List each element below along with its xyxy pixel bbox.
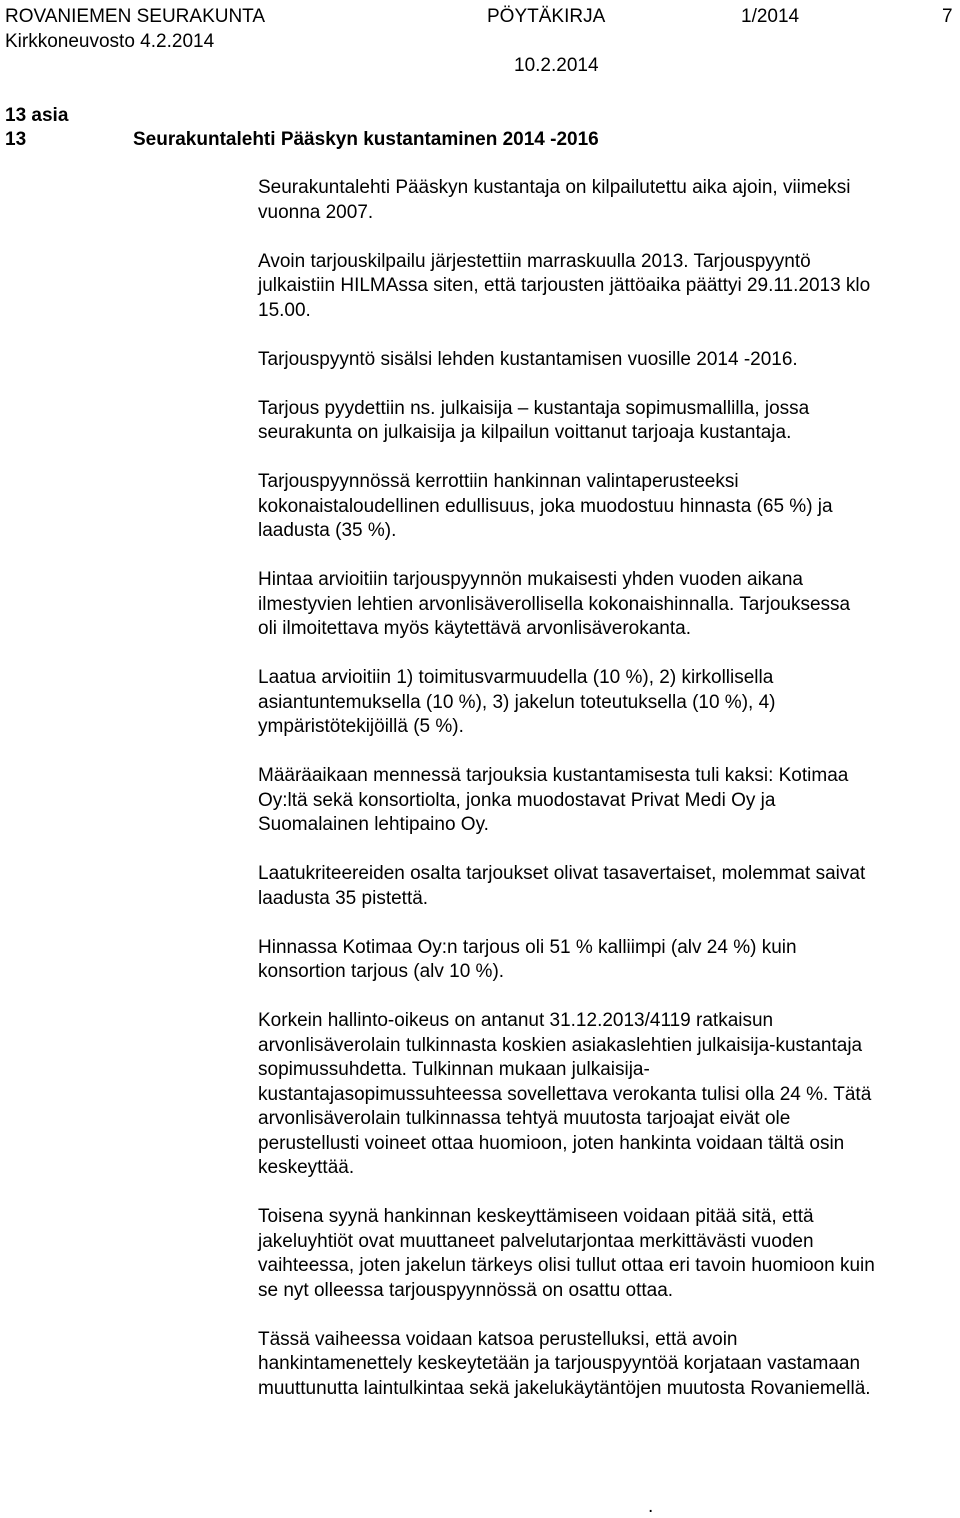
paragraph-distribution-change: Toisena syynä hankinnan keskeyttämiseen voidaan pitää sitä, että jakeluyhtiöt ovat muuttaneet palvelutarjontaa merkittävästi vuoden vaihteessa, joten jakelun tärkeys olisi tullut ottaa eri tavoin huomioon kuin se nyt olleessa tarjouspyynnössä on osattu ottaa. bbox=[258, 1206, 875, 1301]
item-number: 13 bbox=[5, 129, 27, 150]
document-type: PÖYTÄKIRJA bbox=[487, 6, 606, 27]
paragraph-conclusion: Tässä vaiheessa voidaan katsoa perustelluksi, että avoin hankintamenettely keskeytetään ja tarjouspyyntöä korjataan vastamaan muuttunutta laintulkintaa sekä jakelukäytäntöjen muutosta Rovaniemellä. bbox=[258, 1328, 871, 1399]
paragraph-quality-evaluation: Laatua arvioitiin 1) toimitusvarmuudella (10 %), 2) kirkollisella asiantuntemuksella (10 %), 3) jakelun toteutuksella (10 %), 4) ympäristötekijöillä (5 %). bbox=[258, 667, 776, 737]
organization-name: ROVANIEMEN SEURAKUNTA bbox=[5, 6, 266, 27]
paragraph-selection-criteria: Tarjouspyynnössä kerrottiin hankinnan valintaperusteeksi kokonaistaloudellinen edullisuus, joka muodostuu hinnasta (65 %) ja laadusta (35 %). bbox=[258, 471, 833, 541]
paragraph-court-ruling: Korkein hallinto-oikeus on antanut 31.12.2013/4119 ratkaisun arvonlisäverolain tulkinnasta koskien asiakaslehtien julkaisija-kustantaja sopimussuhdetta. Tulkinnan mukaan julkaisija- kustantajasopimussuhteessa sovellettava verokanta tulisi olla 24 %. Tätä arvonlisäverolain tulkinnassa tehtyä muutosta tarjoajat eivät ole perustellusti voineet ottaa huomioon, joten hankinta voidaan tältä osin keskeyttää. bbox=[258, 1010, 872, 1178]
paragraph-received-offers: Määräaikaan mennessä tarjouksia kustantamisesta tuli kaksi: Kotimaa Oy:ltä sekä konsortiolta, jonka muodostavat Privat Medi Oy ja Suomalainen lehtipaino Oy. bbox=[258, 765, 849, 835]
item-label: 13 asia bbox=[5, 105, 69, 126]
paragraph-contract-model: Tarjous pyydettiin ns. julkaisija – kustantaja sopimusmallilla, jossa seurakunta on julkaisija ja kilpailun voittanut tarjoaja kustantaja. bbox=[258, 397, 810, 443]
paragraph-background: Seurakuntalehti Pääskyn kustantaja on kilpailutettu aika ajoin, viimeksi vuonna 2007. bbox=[258, 177, 851, 223]
paragraph-price-evaluation: Hintaa arvioitiin tarjouspyynnön mukaisesti yhden vuoden aikana ilmestyvien lehtien arvonlisäverollisella kokonaishinnalla. Tarjouksessa oli ilmoitettava myös käytettävä arvonlisäverokanta. bbox=[258, 569, 851, 639]
item-title: Seurakuntalehti Pääskyn kustantaminen 2014 -2016 bbox=[133, 129, 599, 150]
paragraph-price-result: Hinnassa Kotimaa Oy:n tarjous oli 51 % kalliimpi (alv 24 %) kuin konsortion tarjous (alv 10 %). bbox=[258, 936, 797, 982]
paragraph-quality-result: Laatukriteereiden osalta tarjoukset olivat tasavertaiset, molemmat saivat laadusta 35 pistettä. bbox=[258, 863, 866, 909]
document-number: 1/2014 bbox=[741, 6, 800, 27]
paragraph-tender-process: Avoin tarjouskilpailu järjestettiin marraskuulla 2013. Tarjouspyyntö julkaistiin HILMAssa siten, että tarjousten jättöaika päättyi 29.11.2013 klo 15.00. bbox=[258, 250, 871, 321]
paragraph-tender-scope: Tarjouspyyntö sisälsi lehden kustantamisen vuosille 2014 -2016. bbox=[258, 348, 798, 370]
item-body bbox=[258, 176, 960, 1401]
footer-mark: . bbox=[648, 1496, 654, 1517]
page-number: 7 bbox=[942, 6, 953, 27]
document-date: 10.2.2014 bbox=[514, 55, 599, 76]
meeting-body-date: Kirkkoneuvosto 4.2.2014 bbox=[5, 31, 215, 52]
